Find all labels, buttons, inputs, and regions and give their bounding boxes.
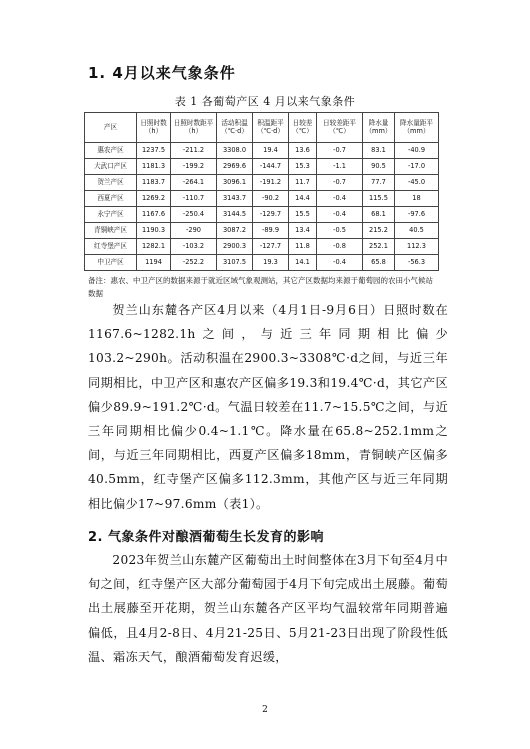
paragraph-1-container [88, 298, 448, 516]
table-cell: 14.1 [289, 255, 317, 271]
table-cell: 112.3 [395, 239, 439, 255]
table-header-cell: 日较差距平（℃） [317, 113, 363, 143]
table-cell: -211.2 [171, 143, 217, 159]
table-row [85, 223, 439, 239]
table-cell: -90.2 [253, 191, 289, 207]
table-header-cell: 活动积温（℃·d） [217, 113, 253, 143]
region-name-cell: 大武口产区 [85, 159, 137, 175]
paragraph-2: 2023年贺兰山东麓产区葡萄出土时间整体在3月下旬至4月中旬之间，红寺堡产区大部分葡萄园于4月下旬完成出土展藤。葡萄出土展藤至开花期，贺兰山东麓各产区平均气温较常年同期普遍偏低，且4月2-8日、4月21-25日、5月21-23日出现了阶段性低温、霜冻天气，酿酒葡萄发育迟缓， [88, 553, 448, 664]
table-cell: 3143.7 [217, 191, 253, 207]
table-cell: -129.7 [253, 207, 289, 223]
table-cell: 1167.6 [137, 207, 171, 223]
table-cell: 19.3 [253, 255, 289, 271]
table-cell: 1269.2 [137, 191, 171, 207]
table-cell: 68.1 [363, 207, 395, 223]
table-cell: -89.9 [253, 223, 289, 239]
table-row [85, 255, 439, 271]
table-cell: 3096.1 [217, 175, 253, 191]
table-cell: 1237.5 [137, 143, 171, 159]
table-header-cell: 积温距平（℃·d） [253, 113, 289, 143]
table-cell: 14.4 [289, 191, 317, 207]
table-cell: -199.2 [171, 159, 217, 175]
region-name-cell: 红寺堡产区 [85, 239, 137, 255]
paragraph-1: 贺兰山东麓各产区4月以来（4月1日-9月6日）日照时数在1167.6~1282.1h之间，与近三年同期相比偏少103.2~290h。活动积温在2900.3~3308℃·d之间，与近三年同期相比，中卫产区和惠农产区偏多19.3和19.4℃·d，其它产区偏少89.9~191.2℃·d。气温日较差在11.7~15.5℃之间，与近三年同期相比偏少0.4~1.1℃。降水量在65.8~252.1mm之间，与近三年同期相比，西夏产区偏多18mm，青铜峡产区偏多40.5mm，红寺堡产区偏多112.3mm，其他产区与近三年同期相比偏少17~97.6mm（表1）。 [88, 303, 448, 511]
table-cell: -17.0 [395, 159, 439, 175]
table-header-cell: 日照时数（h） [137, 113, 171, 143]
table-row [85, 239, 439, 255]
table-cell: 3144.5 [217, 207, 253, 223]
table-row [85, 159, 439, 175]
table-cell: 18 [395, 191, 439, 207]
table-cell: 2900.3 [217, 239, 253, 255]
table-caption: 表 1 各葡萄产区 4 月以来气象条件 [174, 95, 356, 108]
table-cell: 83.1 [363, 143, 395, 159]
table-cell: -103.2 [171, 239, 217, 255]
table-cell: 40.5 [395, 223, 439, 239]
table-cell: 65.8 [363, 255, 395, 271]
table-cell: -1.1 [317, 159, 363, 175]
table-cell: 115.5 [363, 191, 395, 207]
table-cell: -45.0 [395, 175, 439, 191]
table-row [85, 175, 439, 191]
region-name-cell: 永宁产区 [85, 207, 137, 223]
table-cell: -0.7 [317, 175, 363, 191]
table-cell: -127.7 [253, 239, 289, 255]
table-cell: 1183.7 [137, 175, 171, 191]
page-number: 2 [262, 705, 268, 715]
table-header-cell: 日较差（℃） [289, 113, 317, 143]
table-cell: 11.7 [289, 175, 317, 191]
region-name-cell: 惠农产区 [85, 143, 137, 159]
section1-title: 1. 4月以来气象条件 [88, 64, 236, 82]
table-header-cell: 降水量距平（mm） [395, 113, 439, 143]
table-cell: 19.4 [253, 143, 289, 159]
table-cell: 13.6 [289, 143, 317, 159]
table-cell: -290 [171, 223, 217, 239]
table-cell: 90.5 [363, 159, 395, 175]
table-cell: 15.5 [289, 207, 317, 223]
table-cell: -191.2 [253, 175, 289, 191]
table-header-cell: 产区 [85, 113, 137, 143]
table-cell: 1282.1 [137, 239, 171, 255]
table-cell: 77.7 [363, 175, 395, 191]
table-cell: 1181.3 [137, 159, 171, 175]
table-cell: 13.4 [289, 223, 317, 239]
table-cell: -0.4 [317, 255, 363, 271]
table-cell: -0.4 [317, 191, 363, 207]
weather-table [84, 112, 439, 271]
table-cell: 3087.2 [217, 223, 253, 239]
table-row [85, 207, 439, 223]
table-header-cell: 降水量（mm） [363, 113, 395, 143]
table-cell: 15.3 [289, 159, 317, 175]
table-cell: -252.2 [171, 255, 217, 271]
table-header-row [85, 113, 439, 143]
region-name-cell: 中卫产区 [85, 255, 137, 271]
table-cell: -97.6 [395, 207, 439, 223]
table-cell: -0.5 [317, 223, 363, 239]
table-cell: -56.3 [395, 255, 439, 271]
table-cell: -264.1 [171, 175, 217, 191]
section2-title: 2. 气象条件对酿酒葡萄生长发育的影响 [88, 530, 325, 545]
table-row [85, 143, 439, 159]
table-cell: -0.8 [317, 239, 363, 255]
table-cell: 3107.5 [217, 255, 253, 271]
table-cell: 2969.6 [217, 159, 253, 175]
paragraph-2-container [88, 548, 448, 669]
table-header-cell: 日照时数距平（h） [171, 113, 217, 143]
table-cell: 1190.3 [137, 223, 171, 239]
table-cell: 3308.0 [217, 143, 253, 159]
region-name-cell: 青铜峡产区 [85, 223, 137, 239]
table-note: 备注：惠农、中卫产区的数据来源于就近区域气象观测站，其它产区数据均来源于葡萄园的农田小气候站数据 [88, 276, 433, 298]
table-cell: -144.7 [253, 159, 289, 175]
region-name-cell: 西夏产区 [85, 191, 137, 207]
table-cell: -110.7 [171, 191, 217, 207]
table-cell: 1194 [137, 255, 171, 271]
region-name-cell: 贺兰产区 [85, 175, 137, 191]
table-cell: -40.9 [395, 143, 439, 159]
table-cell: -0.7 [317, 143, 363, 159]
table-cell: 252.1 [363, 239, 395, 255]
table-body [85, 143, 439, 271]
table-cell: -0.4 [317, 207, 363, 223]
table-cell: -250.4 [171, 207, 217, 223]
table-cell: 11.8 [289, 239, 317, 255]
table-row [85, 191, 439, 207]
table-cell: 215.2 [363, 223, 395, 239]
